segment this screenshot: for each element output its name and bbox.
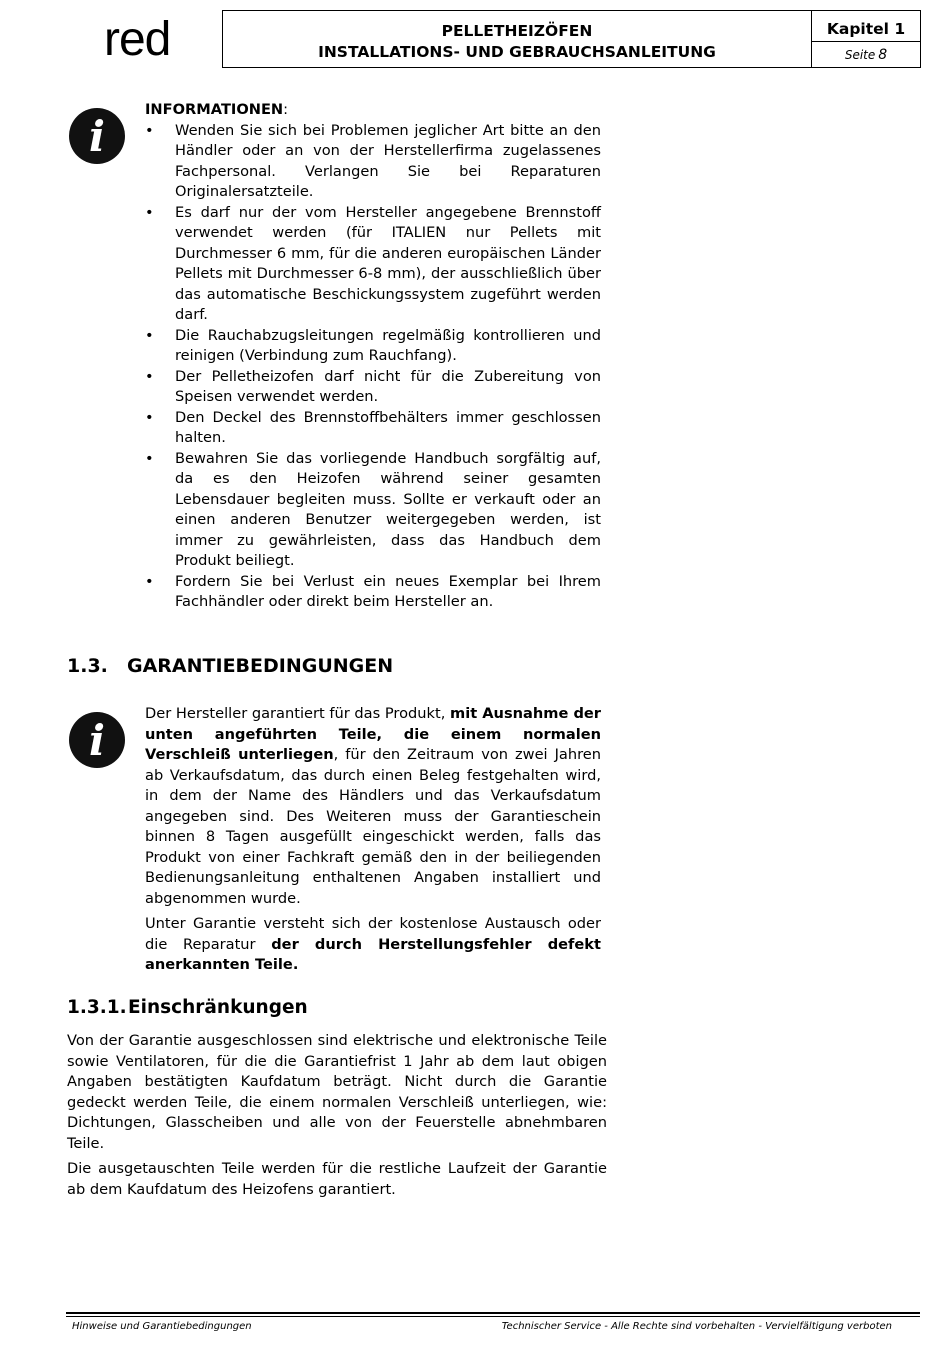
document-title: PELLETHEIZÖFEN bbox=[441, 22, 593, 40]
warranty-emphasis: der durch Herstellungsfehler defekt anerkannten Teile. bbox=[145, 935, 601, 973]
list-item: • Fordern Sie bei Verlust ein neues Exemplar bei Ihrem Fachhändler oder direkt beim Hersteller an. bbox=[145, 572, 601, 613]
restrictions-paragraph: Die ausgetauschten Teile werden für die restliche Laufzeit der Garantie ab dem Kaufdatum des Heizofens garantiert. bbox=[67, 1160, 607, 1198]
warranty-text bbox=[145, 704, 601, 976]
warranty-emphasis: mit Ausnahme der unten angeführten Teile, die einem normalen Verschleiß unterliegen bbox=[145, 705, 601, 763]
warranty-paragraph bbox=[145, 914, 601, 976]
section-number: 1.3. bbox=[67, 655, 108, 677]
subsection-number: 1.3.1. bbox=[67, 997, 127, 1018]
list-item: • Wenden Sie sich bei Problemen jeglicher Art bitte an den Händler oder an von der Herstellerfirma zugelassenes Fachpersonal. Verlangen Sie bei Reparaturen Originalersatzteile. bbox=[145, 121, 601, 203]
info-bullet-list bbox=[145, 121, 601, 613]
restrictions-paragraph: Von der Garantie ausgeschlossen sind elektrische und elektronische Teile sowie Ventilatoren, für die die Garantiefrist 1 Jahr ab dem laut obigen Angaben bestätigten Kaufdatum beträgt. Nicht durch die Garantie gedeckt werden Teile, die einem normalen Verschleiß unterliegen, wie: Dichtungen, Glasscheiben und alle von der Feuerstelle abnehmbaren Teile. bbox=[67, 1032, 607, 1152]
header-title-box bbox=[222, 10, 812, 68]
page-indicator bbox=[812, 42, 920, 69]
chapter-label: Kapitel 1 bbox=[812, 11, 920, 42]
info-icon: i bbox=[69, 108, 125, 164]
warranty-text-part: Der Hersteller garantiert für das Produkt, bbox=[145, 705, 450, 722]
document-subtitle: INSTALLATIONS- UND GEBRAUCHSANLEITUNG bbox=[318, 43, 716, 61]
page-number: 8 bbox=[878, 47, 888, 63]
info-block bbox=[145, 100, 601, 613]
info-title-suffix: : bbox=[283, 101, 289, 118]
section-title: GARANTIEBEDINGUNGEN bbox=[127, 655, 394, 677]
page-label: Seite bbox=[844, 48, 876, 62]
list-item: • Den Deckel des Brennstoffbehälters immer geschlossen halten. bbox=[145, 408, 601, 449]
warranty-paragraph bbox=[145, 704, 601, 909]
subsection-heading bbox=[67, 996, 308, 1020]
header-chapter-box bbox=[811, 10, 921, 68]
footer-divider bbox=[66, 1312, 920, 1314]
subsection-title: Einschränkungen bbox=[128, 997, 308, 1018]
restrictions-text bbox=[67, 1031, 607, 1200]
info-title: INFORMATIONEN bbox=[145, 101, 284, 118]
list-item: • Bewahren Sie das vorliegende Handbuch sorgfältig auf, da es den Heizofen während seiner gesamten Lebensdauer begleiten muss. Sollte er verkauft oder an einen anderen Benutzer weitergegeben werden, ist immer zu gewährleisten, dass das Handbuch dem Produkt beiliegt. bbox=[145, 449, 601, 572]
footer-left-text: Hinweise und Garantiebedingungen bbox=[72, 1321, 252, 1332]
footer-divider bbox=[66, 1316, 920, 1317]
list-item: • Der Pelletheizofen darf nicht für die Zubereitung von Speisen verwendet werden. bbox=[145, 367, 601, 408]
list-item: • Die Rauchabzugsleitungen regelmäßig kontrollieren und reinigen (Verbindung zum Rauchfang). bbox=[145, 326, 601, 367]
warranty-text-part: Unter Garantie versteht sich der kostenlose Austausch oder die Reparatur bbox=[145, 915, 601, 953]
warranty-text-part: , für den Zeitraum von zwei Jahren ab Verkaufsdatum, das durch einen Beleg festgehalten wird, in dem der Name des Händlers und das Verkaufsdatum angegeben sind. Des Weiteren muss der Garantieschein binnen 8 Tagen ausgefüllt eingeschickt werden, falls das Produkt von einer Fachkraft gemäß den in der beiliegenden Bedienungsanleitung enthaltenen Angaben installiert und abgenommen wurde. bbox=[145, 746, 601, 907]
info-icon: i bbox=[69, 712, 125, 768]
brand-logo: red bbox=[104, 13, 171, 66]
list-item: • Es darf nur der vom Hersteller angegebene Brennstoff verwendet werden (für ITALIEN nur Pellets mit Durchmesser 6 mm, für die anderen europäischen Länder Pellets mit Durchmesser 6-8 mm), der ausschließlich über das automatische Beschickungssystem zugeführt werden darf. bbox=[145, 203, 601, 326]
footer-right-text: Technischer Service - Alle Rechte sind vorbehalten - Vervielfältigung verboten bbox=[501, 1321, 892, 1332]
section-heading bbox=[67, 654, 393, 678]
